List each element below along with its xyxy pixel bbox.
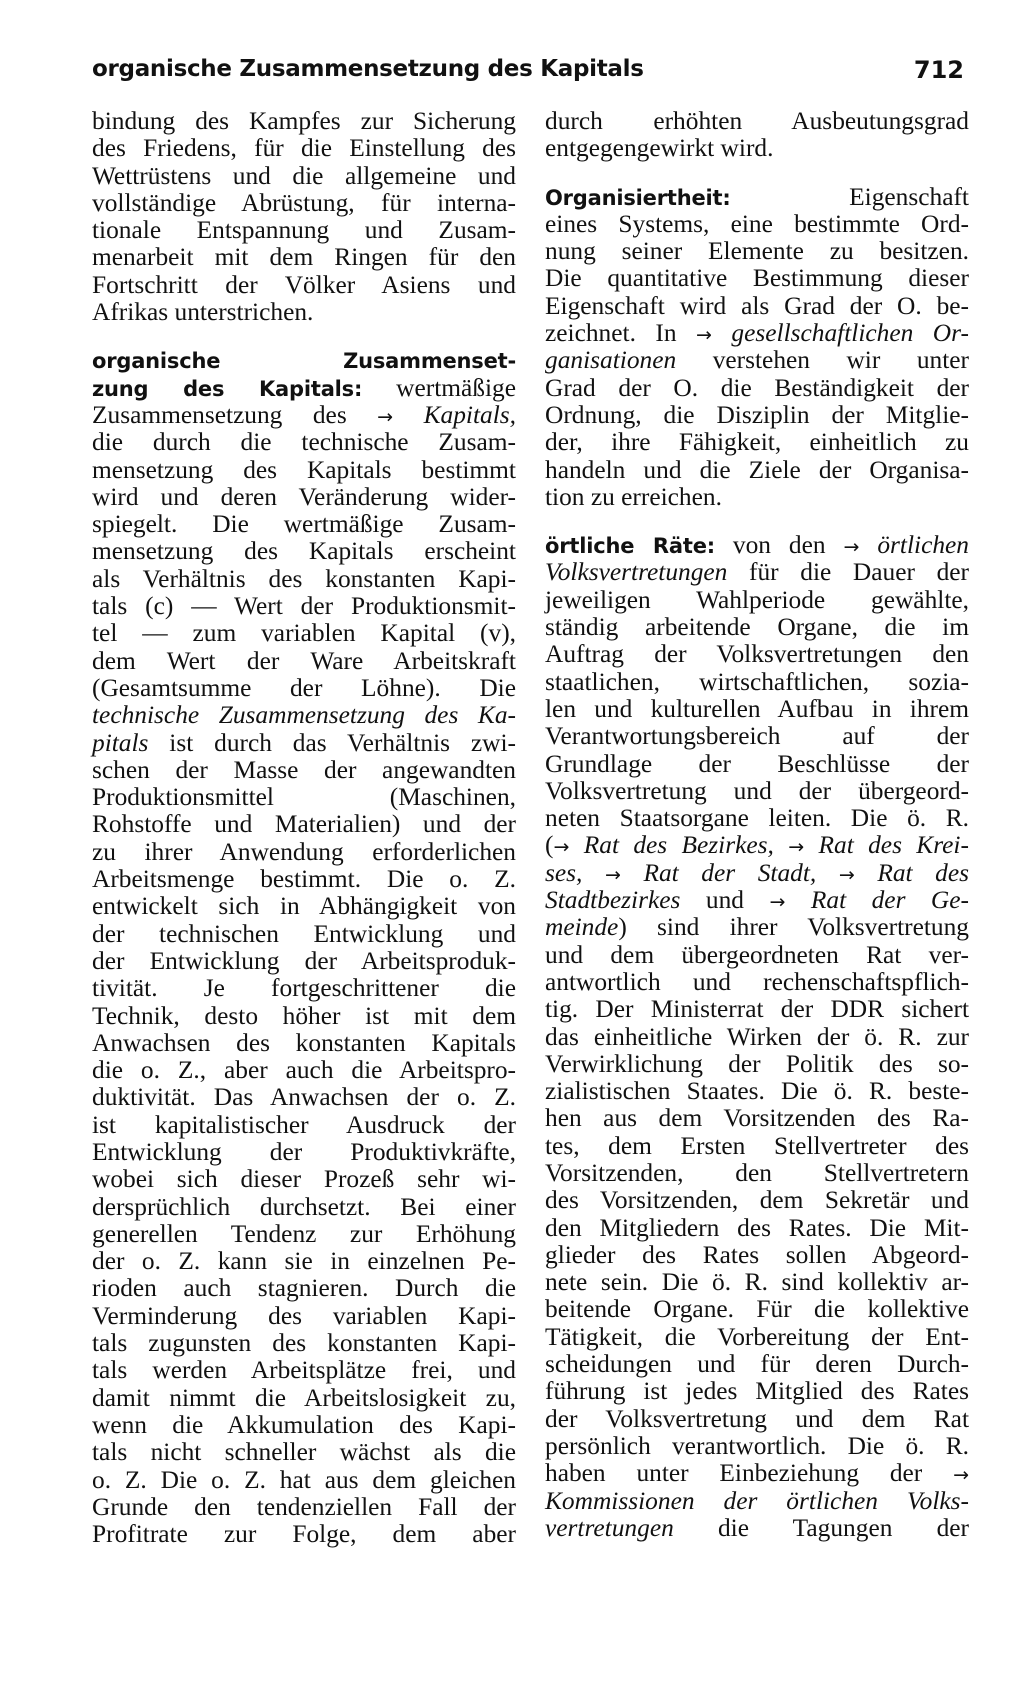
- text-line: [545, 832, 969, 859]
- entry-continuation: [545, 108, 969, 163]
- text-line: dersprüchlich durchsetzt. Bei einer: [92, 1192, 516, 1221]
- cross-reference-arrow-icon: →: [553, 836, 570, 859]
- text-line: spiegelt. Die wertmäßige Zusam-: [92, 510, 516, 539]
- text-line: Die quantitative Bestimmung dieser: [545, 264, 969, 293]
- text-run: Eigenschaft: [849, 182, 969, 211]
- text-line: [545, 532, 969, 559]
- text-line: rioden auch stagnieren. Durch die: [92, 1274, 516, 1303]
- text-line: tals (c) — Wert der Produktionsmit-: [92, 592, 516, 621]
- page-header-title: organische Zusammensetzung des Kapitals: [92, 56, 644, 82]
- text-line: [545, 887, 969, 914]
- cross-reference-arrow-icon: →: [377, 405, 394, 428]
- text-line: scheidungen und für deren Durch-: [545, 1350, 969, 1379]
- text-line: des Friedens, für die Einstellung des: [92, 134, 516, 163]
- text-line: Tätigkeit, die Vorbereitung der Ent-: [545, 1322, 969, 1351]
- text-line: zu ihrer Anwendung erforderlichen: [92, 837, 516, 866]
- text-run: zeichnet. In: [545, 319, 677, 348]
- text-line: wenn die Akkumulation des Kapi-: [92, 1410, 516, 1439]
- text-line: der technischen Entwicklung und: [92, 919, 516, 948]
- cross-reference-arrow-icon: →: [953, 1464, 969, 1487]
- cross-reference-link[interactable]: meinde: [545, 913, 619, 942]
- cross-reference-arrow-icon: →: [769, 891, 786, 914]
- text-line: Wettrüstens und die allgemeine und: [92, 161, 516, 190]
- text-line: [92, 402, 516, 429]
- text-line: Eigenschaft wird als Grad der O. be-: [545, 291, 969, 320]
- text-line: [545, 914, 969, 941]
- text-run: wertmäßige: [396, 373, 516, 402]
- text-run: ist durch das Verhältnis zwi-: [169, 728, 516, 757]
- text-line: tals nicht schneller wächst als die: [92, 1438, 516, 1467]
- text-line: o. Z. Die o. Z. hat aus dem gleichen: [92, 1465, 516, 1494]
- text-line: Arbeitsmenge bestimmt. Die o. Z.: [92, 865, 516, 894]
- text-line: [545, 860, 969, 887]
- text-line: tion zu erreichen.: [545, 482, 722, 511]
- text-line: Profitrate zur Folge, dem aber: [92, 1520, 516, 1549]
- text-line: Verantwortungsbereich auf der: [545, 722, 969, 751]
- text-line: tivität. Je fortgeschrittener die: [92, 974, 516, 1003]
- text-run: die Tagungen der: [717, 1513, 969, 1542]
- text-line: staatlichen, wirtschaftlichen, sozia-: [545, 667, 969, 696]
- text-line: entgegengewirkt wird.: [545, 134, 774, 163]
- text-line: die o. Z., aber auch die Arbeitspro-: [92, 1056, 516, 1085]
- text-line: wobei sich dieser Prozeß sehr wi-: [92, 1165, 516, 1194]
- text-line: antwortlich und rechenschaftspflich-: [545, 967, 969, 996]
- cross-reference-link[interactable]: ses,: [545, 858, 583, 887]
- cross-reference-link[interactable]: Kommissionen der örtlichen Volks-: [545, 1486, 969, 1515]
- text-line: Produktionsmittel (Maschinen,: [92, 783, 516, 812]
- entry-headword: örtliche Räte:: [545, 534, 715, 559]
- text-line: dem Wert der Ware Arbeitskraft: [92, 646, 516, 675]
- text-line: der Volksvertretung und dem Rat: [545, 1404, 969, 1433]
- text-line: [545, 1488, 969, 1515]
- entry-oertliche-raete: [545, 532, 969, 1542]
- text-line: nung seiner Elemente zu besitzen.: [545, 237, 969, 266]
- text-line: ist kapitalistischer Ausdruck der: [92, 1110, 516, 1139]
- entry-headword: Organisiertheit:: [545, 185, 731, 210]
- text-line: tel — zum variablen Kapital (v),: [92, 619, 516, 648]
- text-line: tig. Der Ministerrat der DDR sichert: [545, 995, 969, 1024]
- text-line: [545, 1515, 969, 1542]
- text-line: der o. Z. kann sie in einzelnen Pe-: [92, 1247, 516, 1276]
- text-line: Rohstoffe und Materialien) und der: [92, 810, 516, 839]
- cross-reference-arrow-icon: →: [838, 863, 855, 886]
- text-line: persönlich verantwortlich. Die ö. R.: [545, 1431, 969, 1460]
- text-line: eines Systems, eine bestimmte Ord-: [545, 209, 969, 238]
- text-line: Fortschritt der Völker Asiens und: [92, 270, 516, 299]
- text-run: verstehen wir unter: [712, 346, 969, 375]
- text-line: vollständige Abrüstung, für interna-: [92, 188, 516, 217]
- text-line: und dem übergeordneten Rat ver-: [545, 940, 969, 969]
- text-line: [545, 347, 969, 374]
- text-line: wird und deren Veränderung wider-: [92, 482, 516, 511]
- text-line: entwickelt sich in Abhängigkeit von: [92, 892, 516, 921]
- paragraph-gap: [92, 326, 516, 347]
- entry-headword: organische Zusammenset-: [92, 349, 516, 374]
- text-line: der, ihre Fähigkeit, einheitlich zu: [545, 428, 969, 457]
- right-column: [545, 108, 969, 1542]
- text-line: jeweiligen Wahlperiode gewählte,: [545, 585, 969, 614]
- cross-reference-link[interactable]: Rat der Stadt,: [643, 858, 817, 887]
- text-line: [92, 730, 516, 757]
- cross-reference-link[interactable]: Rat des Bezirkes,: [583, 831, 774, 860]
- text-line: glieder des Rates sollen Abgeord-: [545, 1240, 969, 1269]
- text-line: Vorsitzenden, den Stellvertretern: [545, 1158, 969, 1187]
- text-run: (: [545, 831, 554, 860]
- text-line: den Mitgliedern des Rates. Die Mit-: [545, 1213, 969, 1242]
- text-line: tionale Entspannung und Zusam-: [92, 216, 516, 245]
- italic-term: technische Zusammensetzung des Ka-: [92, 701, 516, 730]
- text-line: [545, 559, 969, 586]
- text-line: Entwicklung der Produktivkräfte,: [92, 1137, 516, 1166]
- text-line: tals werden Arbeitsplätze frei, und: [92, 1356, 516, 1385]
- text-line: Volksvertretung und der übergeord-: [545, 776, 969, 805]
- text-line: damit nimmt die Arbeitslosigkeit zu,: [92, 1383, 516, 1412]
- cross-reference-link[interactable]: Kapitals,: [423, 400, 516, 429]
- text-line: nete sein. Die ö. R. sind kollektiv ar-: [545, 1268, 969, 1297]
- text-line: Verwirklichung der Politik des so-: [545, 1049, 969, 1078]
- text-line: duktivität. Das Anwachsen der o. Z.: [92, 1083, 516, 1112]
- text-line: [92, 702, 516, 729]
- cross-reference-link[interactable]: örtlichen: [877, 531, 969, 560]
- text-line: handeln und die Ziele der Organisa-: [545, 455, 969, 484]
- cross-reference-link[interactable]: Stadtbezirkes: [545, 886, 681, 915]
- entry-continuation: [92, 108, 516, 326]
- text-line: (Gesamtsumme der Löhne). Die: [92, 673, 516, 702]
- entry-organische-zusammensetzung: [92, 347, 516, 1548]
- running-head: [92, 56, 964, 96]
- cross-reference-link[interactable]: Rat des: [877, 858, 969, 887]
- text-line: tes, dem Ersten Stellvertreter des: [545, 1131, 969, 1160]
- text-line: das einheitliche Wirken der ö. R. zur: [545, 1022, 969, 1051]
- cross-reference-link[interactable]: Rat des Krei-: [818, 831, 969, 860]
- cross-reference-link[interactable]: gesellschaftlichen Or-: [731, 319, 969, 348]
- italic-term: pitals: [92, 728, 149, 757]
- cross-reference-arrow-icon: →: [788, 836, 805, 859]
- cross-reference-link[interactable]: vertretungen: [545, 1513, 674, 1542]
- entry-headword: zung des Kapitals:: [92, 376, 363, 401]
- page-number: 712: [913, 56, 964, 84]
- text-line: [92, 375, 516, 402]
- text-run: und: [705, 886, 744, 915]
- text-line: durch erhöhten Ausbeutungsgrad: [545, 107, 969, 135]
- text-run: ) sind ihrer Volksvertretung: [618, 913, 969, 942]
- text-line: Auftrag der Volksvertretungen den: [545, 640, 969, 669]
- text-line: Verminderung des variablen Kapi-: [92, 1301, 516, 1330]
- text-line: mensetzung des Kapitals bestimmt: [92, 455, 516, 484]
- text-line: hen aus dem Vorsitzenden des Ra-: [545, 1104, 969, 1133]
- text-line: als Verhältnis des konstanten Kapi-: [92, 564, 516, 593]
- text-line: Ordnung, die Disziplin der Mitglie-: [545, 400, 969, 429]
- text-line: Technik, desto höher ist mit dem: [92, 1001, 516, 1030]
- text-line: der Entwicklung der Arbeitsproduk-: [92, 946, 516, 975]
- left-column: [92, 108, 516, 1548]
- text-line: zialistischen Staates. Die ö. R. beste-: [545, 1077, 969, 1106]
- text-line: beitende Organe. Für die kollektive: [545, 1295, 969, 1324]
- paragraph-gap: [545, 511, 969, 532]
- paragraph-gap: [545, 163, 969, 184]
- text-line: Grad der O. die Beständigkeit der: [545, 373, 969, 402]
- text-line: bindung des Kampfes zur Sicherung: [92, 107, 516, 135]
- text-line: Grunde den tendenziellen Fall der: [92, 1492, 516, 1521]
- text-run: haben unter Einbeziehung der: [545, 1459, 923, 1488]
- text-line: neten Staatsorgane leiten. Die ö. R.: [545, 804, 969, 833]
- text-line: führung ist jedes Mitglied des Rates: [545, 1377, 969, 1406]
- text-line: [545, 184, 969, 211]
- text-run: von den: [732, 531, 826, 560]
- text-run: Zusammensetzung des: [92, 400, 347, 429]
- text-line: Grundlage der Beschlüsse der: [545, 749, 969, 778]
- cross-reference-arrow-icon: →: [696, 324, 712, 347]
- cross-reference-link[interactable]: ganisationen: [545, 346, 677, 375]
- text-line: generellen Tendenz zur Erhöhung: [92, 1219, 516, 1248]
- text-line: [92, 347, 516, 374]
- text-line: tals zugunsten des konstanten Kapi-: [92, 1329, 516, 1358]
- text-line: [545, 1460, 969, 1487]
- text-line: ständig arbeitende Organe, die im: [545, 613, 969, 642]
- text-line: Anwachsen des konstanten Kapitals: [92, 1028, 516, 1057]
- text-line: Afrikas unterstrichen.: [92, 298, 314, 327]
- cross-reference-link[interactable]: Volksvertretungen: [545, 558, 728, 587]
- cross-reference-link[interactable]: Rat der Ge-: [810, 886, 969, 915]
- cross-reference-arrow-icon: →: [843, 536, 860, 559]
- text-line: len und kulturellen Aufbau in ihrem: [545, 694, 969, 723]
- entry-organisiertheit: [545, 184, 969, 512]
- text-line: menarbeit mit dem Ringen für den: [92, 243, 516, 272]
- text-line: mensetzung des Kapitals erscheint: [92, 537, 516, 566]
- text-line: [545, 320, 969, 347]
- text-line: schen der Masse der angewandten: [92, 755, 516, 784]
- text-line: des Vorsitzenden, dem Sekretär und: [545, 1186, 969, 1215]
- text-run: für die Dauer der: [749, 558, 969, 587]
- cross-reference-arrow-icon: →: [604, 863, 621, 886]
- text-line: die durch die technische Zusam-: [92, 428, 516, 457]
